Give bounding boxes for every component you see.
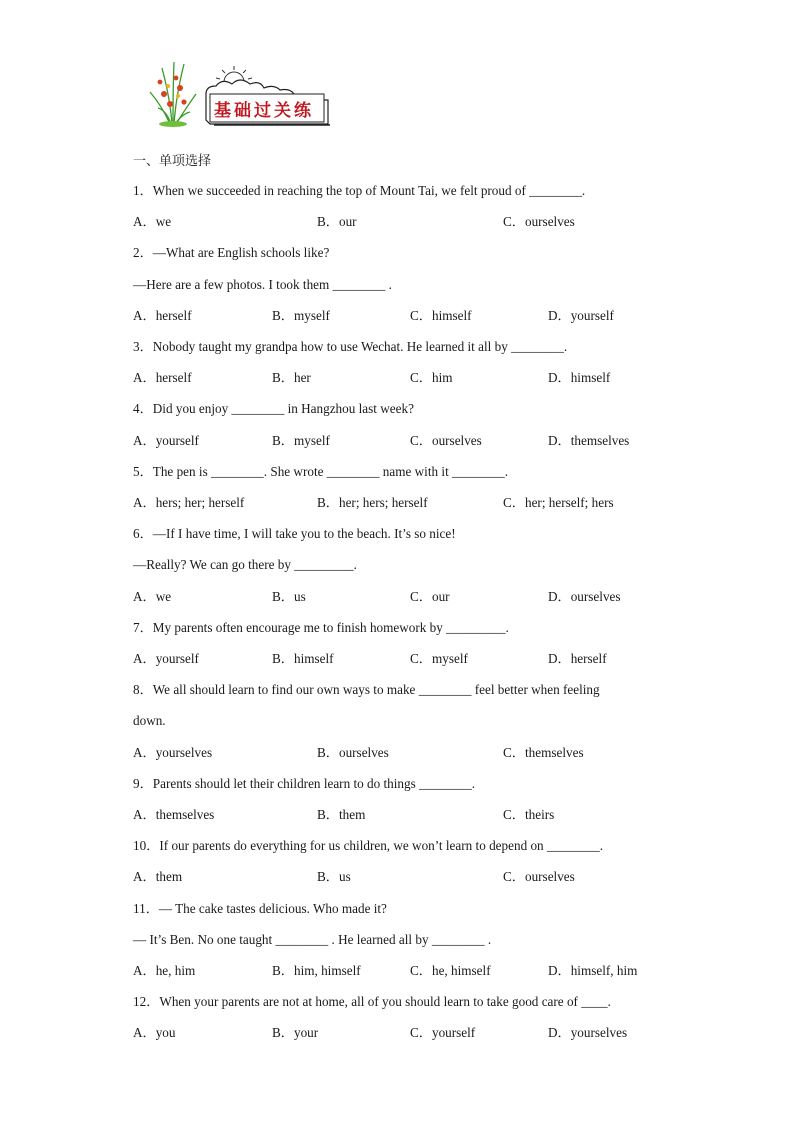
question-11-text: 11．— The cake tastes delicious. Who made it? — [133, 900, 387, 916]
question-4-option-d[interactable]: D．themselves — [548, 432, 630, 448]
question-6-text: 6．—If I have time, I will take you to the beach. It’s so nice! — [133, 526, 456, 542]
question-8-option-c[interactable]: C．themselves — [503, 744, 584, 760]
question-6-text: —Really? We can go there by _________. — [133, 557, 357, 573]
question-2-text: 2．—What are English schools like? — [133, 245, 330, 261]
question-1-text: 1．When we succeeded in reaching the top of Mount Tai, we felt proud of ________. — [133, 183, 586, 198]
question-5-option-b[interactable]: B．her; hers; herself — [317, 495, 428, 510]
question-2-option-b[interactable]: B．myself — [272, 307, 330, 323]
section-header-banner — [140, 58, 340, 130]
question-8-text: down. — [133, 713, 166, 729]
question-4-option-c[interactable]: C．ourselves — [410, 432, 482, 448]
question-3-option-c[interactable]: C．him — [410, 370, 453, 386]
question-12-option-b[interactable]: B．your — [272, 1025, 319, 1041]
question-2-text: —Here are a few photos. I took them ________ . — [133, 276, 392, 292]
question-10-option-a[interactable]: A．them — [133, 869, 183, 885]
question-11-text: — It’s Ben. No one taught ________ . He learned all by ________ . — [133, 931, 492, 947]
question-10-option-b[interactable]: B．us — [317, 869, 351, 885]
question-7-option-d[interactable]: D．herself — [548, 651, 607, 666]
question-10-option-c[interactable]: C．ourselves — [503, 869, 575, 885]
question-2-option-d[interactable]: D．yourself — [548, 307, 614, 323]
question-8-text: 8．We all should learn to find our own ways to make ________ feel better when feeling — [133, 682, 600, 698]
question-7-option-b[interactable]: B．himself — [272, 651, 334, 666]
question-6-option-d[interactable]: D．ourselves — [548, 588, 621, 604]
question-6-option-c[interactable]: C．our — [410, 588, 450, 604]
question-9-option-a[interactable]: A．themselves — [133, 807, 215, 822]
question-1-option-a[interactable]: A．we — [133, 214, 172, 230]
question-9-text: 9．Parents should let their children learn to do things ________. — [133, 775, 476, 791]
question-7-text: 7．My parents often encourage me to finish homework by _________. — [133, 619, 509, 635]
question-12-option-c[interactable]: C．yourself — [410, 1025, 476, 1041]
question-5-option-c[interactable]: C．her; herself; hers — [503, 495, 614, 510]
question-11-option-b[interactable]: B．him, himself — [272, 963, 361, 978]
question-8-option-a[interactable]: A．yourselves — [133, 744, 213, 760]
question-8-option-b[interactable]: B．ourselves — [317, 744, 389, 760]
banner-title: 基础过关练 — [214, 101, 314, 121]
question-2-option-a[interactable]: A．herself — [133, 307, 192, 323]
question-5-text: 5．The pen is ________. She wrote ________ name with it ________. — [133, 463, 509, 479]
question-12-text: 12．When your parents are not at home, all of you should learn to take good care of ____. — [133, 994, 611, 1010]
question-1-option-b[interactable]: B．our — [317, 214, 357, 230]
question-11-option-a[interactable]: A．he, him — [133, 963, 196, 978]
question-11-option-c[interactable]: C．he, himself — [410, 963, 491, 978]
question-12-option-d[interactable]: D．yourselves — [548, 1025, 628, 1041]
question-10-text: 10．If our parents do everything for us children, we won’t learn to depend on ________. — [133, 838, 603, 854]
question-5-option-a[interactable]: A．hers; her; herself — [133, 495, 245, 510]
question-3-option-a[interactable]: A．herself — [133, 370, 192, 386]
question-4-option-b[interactable]: B．myself — [272, 432, 330, 448]
question-3-option-d[interactable]: D．himself — [548, 370, 611, 386]
question-11-option-d[interactable]: D．himself, him — [548, 963, 638, 978]
question-9-option-b[interactable]: B．them — [317, 807, 366, 822]
question-12-option-a[interactable]: A．you — [133, 1025, 176, 1041]
question-7-option-a[interactable]: A．yourself — [133, 651, 199, 666]
question-9-option-c[interactable]: C．theirs — [503, 807, 555, 822]
question-3-option-b[interactable]: B．her — [272, 370, 311, 386]
question-3-text: 3．Nobody taught my grandpa how to use Wechat. He learned it all by ________. — [133, 339, 568, 354]
question-6-option-b[interactable]: B．us — [272, 588, 306, 604]
question-6-option-a[interactable]: A．we — [133, 588, 172, 604]
question-1-option-c[interactable]: C．ourselves — [503, 214, 575, 230]
question-2-option-c[interactable]: C．himself — [410, 307, 472, 323]
question-7-option-c[interactable]: C．myself — [410, 651, 468, 666]
section-title: 一、单项选择 — [133, 154, 212, 169]
question-4-text: 4．Did you enjoy ________ in Hangzhou last week? — [133, 401, 414, 417]
question-4-option-a[interactable]: A．yourself — [133, 432, 199, 448]
